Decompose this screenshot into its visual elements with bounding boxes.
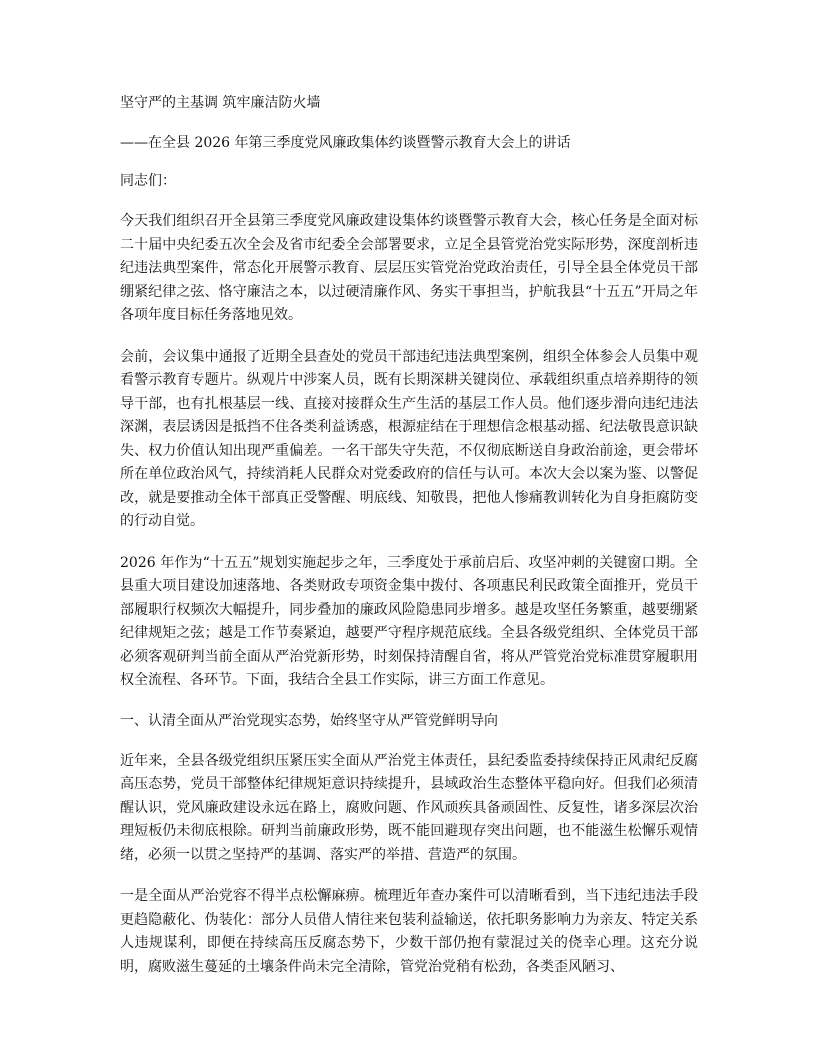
document-page <box>120 93 698 997</box>
paragraph-intro: 今天我们组织召开全县第三季度党风廉政建设集体约谈暨警示教育大会，核心任务是全面对标二十届中央纪委五次全会及省市纪委全会部署要求，立足全县管党治党实际形势，深度剖析违纪违法典型案件，常态化开展警示教育、层层压实管党治党政治责任，引导全县全体党员干部绷紧纪律之弦、恪守廉洁之本，以过硬清廉作风、务实干事担当，护航我县“十五五”开局之年各项年度目标任务落地见效。 <box>120 213 698 323</box>
greeting: 同志们： <box>120 173 176 189</box>
section-paragraph: 近年来，全县各级党组织压紧压实全面从严治党主体责任，县纪委监委持续保持正风肃纪反腐高压态势，党员干部整体纪律规矩意识持续提升，县域政治生态整体平稳向好。但我们必须清醒认识，党风廉政建设永远在路上，腐败问题、作风顽疾具备顽固性、反复性，诸多深层次治理短板仍未彻底根除。研判当前廉政形势，既不能回避现存突出问题，也不能滋生松懈乐观情绪，必须一以贯之坚持严的基调、落实严的举措、营造严的氛围。 <box>120 752 698 863</box>
section-paragraph: 一是全面从严治党容不得半点松懈麻痹。梳理近年查办案件可以清晰看到，当下违纪违法手段更趋隐蔽化、伪装化：部分人员借人情往来包装利益输送，依托职务影响力为亲友、特定关系人违规谋利，即便在持续高压反腐态势下，少数干部仍抱有蒙混过关的侥幸心理。这充分说明，腐败滋生蔓延的土壤条件尚未完全清除，管党治党稍有松劲，各类歪风陋习、 <box>120 888 698 975</box>
document-subtitle: ——在全县 2026 年第三季度党风廉政集体约谈暨警示教育大会上的讲话 <box>120 135 571 151</box>
section-heading: 一、认清全面从严治党现实态势，始终坚守从严管党鲜明导向 <box>120 712 498 729</box>
paragraph-case-review: 会前，会议集中通报了近期全县查处的党员干部违纪违法典型案例，组织全体参会人员集中观看警示教育专题片。纵观片中涉案人员，既有长期深耕关键岗位、承载组织重点培养期待的领导干部，也有扎根基层一线、直接对接群众生产生活的基层工作人员。他们逐步滑向违纪违法深渊，表层诱因是抵挡不住各类利益诱惑，根源症结在于理想信念根基动摇、纪法敬畏意识缺失、权力价值认知出现严重偏差。一名干部失守失范，不仅彻底断送自身政治前途，更会带坏所在单位政治风气，持续消耗人民群众对党委政府的信任与认可。本次大会以案为鉴、以警促改，就是要推动全体干部真正受警醒、明底线、知敬畏，把他人惨痛教训转化为自身拒腐防变的行动自觉。 <box>120 348 698 529</box>
document-title: 坚守严的主基调 筑牢廉洁防火墙 <box>120 95 321 111</box>
paragraph-situation: 2026 年作为“十五五”规划实施起步之年，三季度处于承前启后、攻坚冲刺的关键窗口期。全县重大项目建设加速落地、各类财政专项资金集中拨付、各项惠民利民政策全面推开，党员干部履职行权频次大幅提升，同步叠加的廉政风险隐患同步增多。越是攻坚任务繁重，越要绷紧纪律规矩之弦；越是工作节奏紧迫，越要严守程序规范底线。全县各级党组织、全体党员干部必须客观研判当前全面从严治党新形势，时刻保持清醒自省，将从严管党治党标准贯穿履职用权全流程、各环节。下面，我结合全县工作实际，讲三方面工作意见。 <box>120 554 698 688</box>
